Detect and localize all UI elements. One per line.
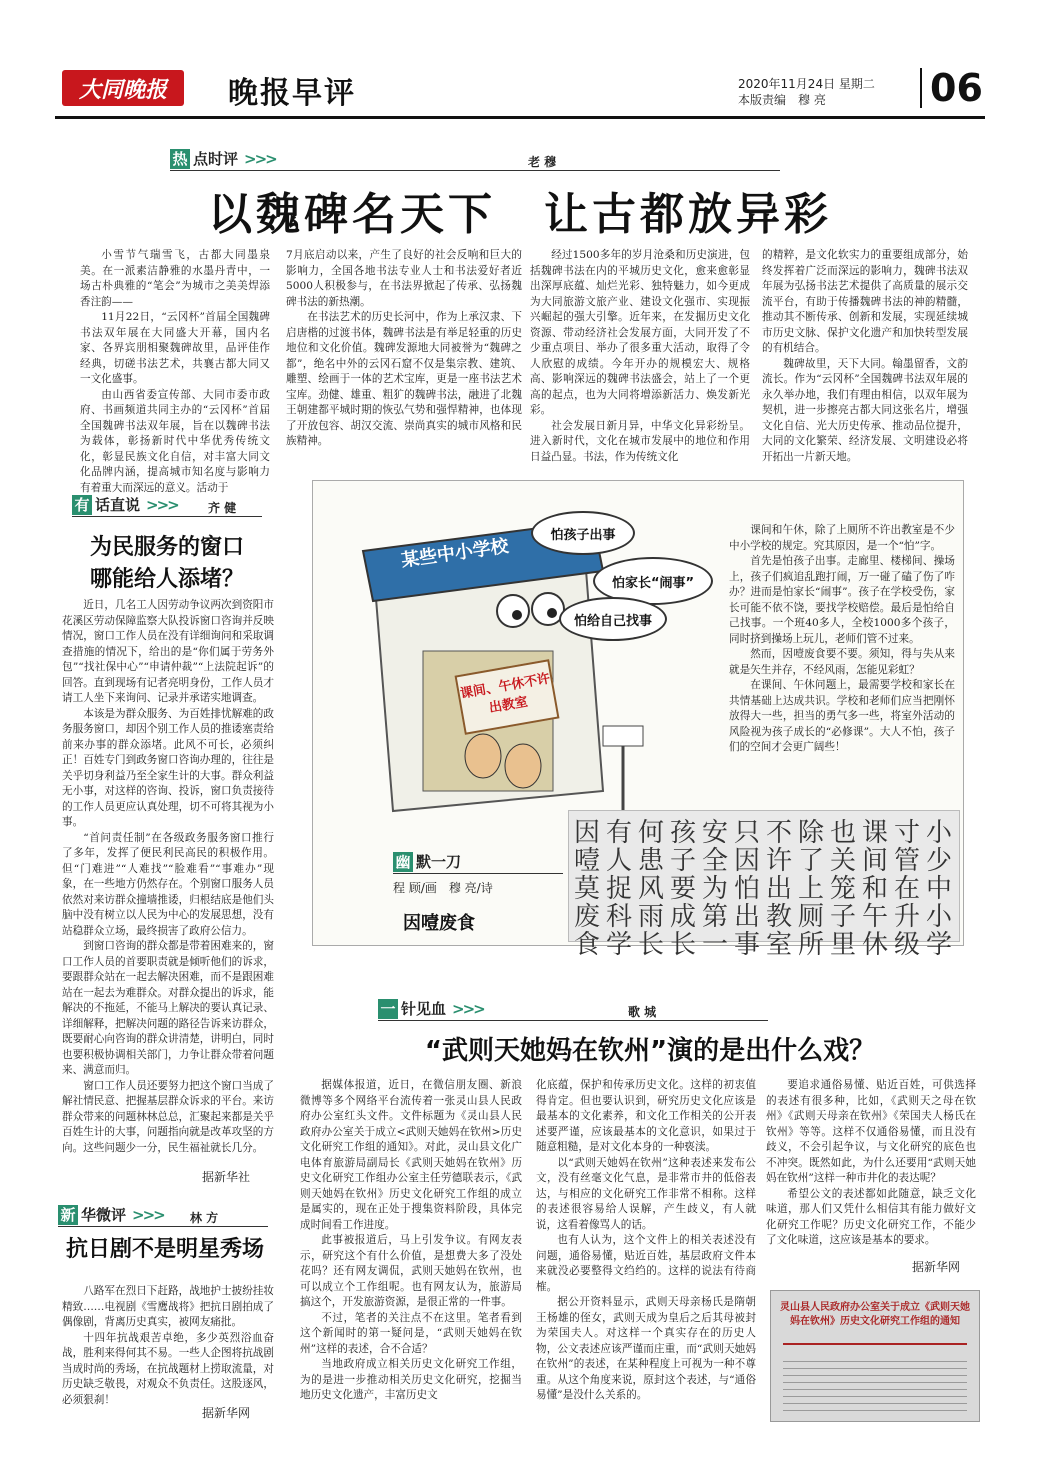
poem-line: 小少中小学 (925, 818, 952, 960)
speech-bubble: 怕给自己找事 (559, 597, 667, 641)
article1-headline: 以魏碑名天下 让古都放异彩 (208, 189, 832, 240)
section-title: 晚报早评 (228, 76, 356, 111)
calligraphy-poem (568, 810, 960, 960)
speech-bubble: 怕家长“闹事” (593, 557, 713, 605)
article4-col2: 化底蕴，保护和传承历史文化。这样的初衷值得肯定。但也要认识到，研究历史文化应该是最基本的文化素养，和文化工作相关的公开表述要严谨，应该最基本的文化意识，如果过于随意粗糙，是对文化本身的一种亵渎。 以“武则天她妈在钦州”这种表述来发布公文，没有丝毫文化气息，是非常市井的低俗表达，与相应的文化研究工作非常不相称。这样的表述很容易给人误解，产生歧义，有人就说，这看着像骂人的话。 也有人认为，这个文件上的相关表述没有问题，通俗易懂，贴近百姓，基层政府文件本来就没必要整得文绉绉的。这样的说法有待商榷。 据公开资料显示，武则天母亲杨氏是隋朝王杨雄的侄女，武则天成为皇后之后其母被封为荣国夫人。对这样一个真实存在的历史人物，公文表述应该严谨而庄重，而“武则天她妈在钦州”的表述，在某种程度上可视为一种不尊重。从这个角度来说，原封这个表述，与“通俗易懂”是没什么关系的。 (536, 1079, 756, 1401)
double-chevron-icon: >>> (132, 1205, 164, 1224)
tag-label: 针见血 (401, 1000, 447, 1018)
school-sign: 某些中小学校 (399, 535, 510, 572)
poem-line: 只因怕出事 (733, 818, 760, 960)
double-chevron-icon: >>> (244, 149, 276, 168)
tag-initial: 有 (72, 495, 92, 515)
tag-initial: 一 (378, 999, 398, 1019)
article1-col4: 的精粹，是文化软实力的重要组成部分，始终发挥着广泛而深远的影响力，魏碑书法双年展为弘扬书法艺术提供了高质量的展示交流平台，有助于传播魏碑书法的神韵精髓，推动其不断传承、创新和发展，实现延续城市历史文脉、保护文化遗产和加快转型发展的有机结合。 魏碑故里，天下大同。翰墨留香，文韵流长。作为“云冈杯”全国魏碑书法双年展的永久举办地，我们有理由相信，以双年展为契机，进一步擦亮古都大同这张名片，增强文化自信、光大历史传承、推动品位提升，大同的文化繁荣、经济发展、文明建设必将开拓出一片新天地。 (762, 249, 968, 463)
header-divider (920, 68, 922, 108)
rule-board: 课间、午休不许出教室 (455, 659, 560, 735)
article4-author: 歌 城 (628, 1005, 657, 1019)
article1-col2: 7月底启动以来，产生了良好的社会反响和巨大的影响力，全国各地书法专业人士和书法爱好者近5000人积极参与，在书法界掀起了传承、弘扬魏碑书法的新热潮。 在书法艺术的历史长河中，作为上承汉隶、下启唐楷的过渡书体，魏碑书法是有举足轻重的历史地位和文化价值。魏碑发源地大同被誉为“魏碑之都”，绝名中外的云冈石窟不仅是集宗教、建筑、雕塑、绘画于一体的艺术宝库，更是一座书法艺术宝库。劲健、雄重、粗犷的魏碑书法，融进了北魏王朝建都平城时期的恢弘气势和强悍精神，也体现了开放包容、胡汉交流、崇尚真实的城市风格和民族精神。 (286, 249, 522, 447)
tag-rule (58, 1226, 268, 1227)
cartoon-tag (393, 851, 461, 872)
issue-date (738, 76, 875, 108)
header-rule (55, 116, 985, 119)
poem-line: 课间和午休 (861, 818, 888, 960)
poem-line: 因噎莫废食 (573, 818, 600, 960)
article2-body: 近日，几名工人因劳动争议两次到资阳市花溪区劳动保障监察大队投诉窗口咨询并反映情况，窗口工作人员在没有详细询问和采取调查措施的情况下，给出的是“你们属于劳务外包”“找社保中心”“申请仲裁”“上法院起诉”的回答。直到现场有记者亮明身份，工作人员才请工人坐下来询问、记录并承诺实地调查。 本该是为群众服务、为百姓排忧解难的政务服务窗口，却因个别工作人员的推诿塞责给前来办事的群众添堵。此风不可长，必须纠正！百姓专门到政务窗口咨询办理的，往往是关乎切身利益乃至全家生计的大事。群众利益无小事，对这样的咨询、投诉，窗口负责接待的工作人员更应认真处理，切不可将其视为小事。 “首问责任制”在各级政务服务窗口推行了多年，发挥了便民利民高民的积极作用。但“门难进”“人难找”“脸难看”“事难办”现象，在一些地方仍然存在。个别窗口服务人员依然对来访群众撞墙推诿，归根结底是他们头脑中没有树立以人民为中心的发展思想，没有站稳群众立场，最终损害了政府公信力。 到窗口咨询的群众都是带着困难来的，窗口工作人员的首要职责就是倾听他们的诉求，要跟群众站在一起去解决困难，而不是跟困难站在一起去为难群众。对群众提出的诉求，能解决的不拖延，不能马上解决的要认真记录、详细解释，把解决问题的路径告诉来访群众，既要耐心向咨询的群众讲清楚，讲明白，同时也要积极协调相关部门，力争让群众带着问题来、满意而归。 窗口工作人员还要努力把这个窗口当成了解社情民意、把握基层群众诉求的平台。来访群众带来的问题林林总总，汇聚起来都是关乎百姓生计的大事，问题指向就是改革攻坚的方向。这些问题少一分，民生福祉就长几分。 (62, 599, 274, 1154)
poem-line: 也关笼子里 (829, 818, 856, 960)
tag-rule (72, 516, 262, 517)
editor-text: 本版责编 穆 亮 (738, 93, 826, 107)
article3-author: 林 方 (190, 1211, 219, 1225)
article2-author: 齐 健 (208, 501, 237, 515)
tag-rule (378, 1020, 768, 1021)
poem-line: 何患风雨长 (637, 818, 664, 960)
article3-headline: 抗日剧不是明星秀场 (65, 1237, 264, 1262)
document-title: 灵山县人民政府办公室关于成立《武则天她妈在钦州》历史文化研究工作组的通知 (780, 1302, 970, 1327)
poem-line: 寸管在升级 (893, 818, 920, 960)
tag-label: 华微评 (81, 1206, 127, 1224)
article2-credit: 据新华社 (201, 1170, 250, 1184)
tag-label: 点时评 (193, 150, 239, 168)
article1-col3: 经过1500多年的岁月沧桑和历史演进，包括魏碑书法在内的平城历史文化，愈来愈彰显出深厚底蕴、灿烂光彩、独特魅力，如今更成为大同旅游文旅产业、建设文化强市、实现振兴崛起的强大引擎。近年来，在发掘历史文化资源、带动经济社会发展方面，大同开发了不少重点项目、举办了很多重大活动，取得了令人欣慰的成绩。今年开办的规模宏大、规格高、影响深远的魏碑书法盛会，站上了一个更高的起点，也为大同将增添新活力、焕发新光彩。 社会发展日新月异，中华文化异彩纷呈。进入新时代，文化在城市发展中的地位和作用日益凸显。书法，作为传统文化 (530, 249, 750, 463)
article4-col3: 要追求通俗易懂、贴近百姓，可供选择的表述有很多种，比如，《武则天之母在钦州》《武则天母亲在钦州》《荣国夫人杨氏在钦州》等等。这样不仅通俗易懂，而且没有歧义，不会引起争议，与文化研究的底色也不冲突。既然如此，为什么还要用“武则天她妈在钦州”这样一种市井化的表达呢？ 希望公文的表述都如此随意，缺乏文化味道，那人们又凭什么相信其有能力做好文化研究工作呢？历史文化研究工作，不能少了文化味道，这应该是基本的要求。 (766, 1079, 976, 1246)
double-chevron-icon: >>> (452, 999, 484, 1018)
document-photo (770, 1290, 980, 1422)
tag-initial: 幽 (393, 852, 413, 872)
document-rule (783, 1343, 967, 1345)
article3-credit: 据新华网 (201, 1406, 250, 1420)
article4-col1: 据媒体报道，近日，在微信朋友圈、新浪微博等多个网络平台流传着一张灵山县人民政府办公室红头文件。文件标题为《灵山县人民政府办公室关于成立<武则天她妈在钦州>历史文化研究工作组的通知》。对此，灵山县文化广电体育旅游局副局长《武则天她妈在钦州》历史文化研究工作组办公室主任劳德联表示，《武则天她妈在钦州》历史文化研究工作组的成立是属实的，现在正处于搜集资料阶段，具体完成时间看工作进度。 此事被报道后，马上引发争议。有网友表示，研究这个有什么价值，是想费大多了没处花吗？还有网友调侃，武则天她妈在钦州，也可以成立个工作组呢。也有网友认为，旅游局搞这个，开发旅游资源，是很正常的一件事。 不过，笔者的关注点不在这里。笔者看到这个新闻时的第一疑问是，“武则天她妈在钦州”这样的表述，合不合适？ 当地政府成立相关历史文化研究工作组，为的是进一步推动相关历史文化研究，挖掘当地历史文化遗产，丰富历史文 (300, 1079, 522, 1401)
article1-author: 老 穆 (528, 155, 557, 169)
article1-tag (170, 148, 276, 169)
tag-rule (393, 873, 563, 874)
article4-headline: “武则天她妈在钦州”演的是出什么戏？ (424, 1036, 876, 1066)
poem-line: 安全为第一 (701, 818, 728, 960)
tag-label: 默一刀 (416, 853, 462, 871)
tag-initial: 新 (58, 1205, 78, 1225)
poem-line: 除了上厕所 (797, 818, 824, 960)
article4-tag (378, 998, 484, 1019)
poem-line: 有人捉科学 (605, 818, 632, 960)
article2-tag (72, 494, 178, 515)
document-lines (783, 1355, 967, 1415)
newspaper-logo: 大同晚报 (62, 70, 184, 106)
article2-headline: 为民服务的窗口 哪能给人添堵？ (89, 535, 244, 592)
poem-line: 孩子要成长 (669, 818, 696, 960)
tag-label: 话直说 (95, 496, 141, 514)
date-text: 2020年11月24日 星期二 (738, 77, 875, 91)
cartoon-byline: 程 顾/画 穆 亮/诗 (393, 881, 493, 895)
article3-body: 八路军在烈日下赶路，战地护士披纷挂妆精致……电视剧《雪鹰战将》把抗日剧拍成了偶像剧，背离历史真实，被网友痛批。 十四年抗战艰苦卓绝，多少英烈浴血奋战，胜利来得何其不易。一些人企图将抗战剧当成时尚的秀场，在抗战题材上捞取流量，对历史缺乏敬畏，对观众不负责任。这股逐风，必须狠刹！ (62, 1285, 274, 1406)
tag-rule (170, 170, 780, 171)
tag-initial: 热 (170, 149, 190, 169)
poem-line: 不许出教室 (765, 818, 792, 960)
article3-tag (58, 1204, 164, 1225)
page-number: 06 (930, 66, 983, 110)
article1-col1: 小雪节气瑞雪飞，古都大同墨泉美。在一派素洁静雅的水墨丹青中，一场古朴典雅的“笔会”为城市之美美焊添香注韵—— 11月22日，“云冈杯”首届全国魏碑书法双年展在大同盛大开幕，国内名家、各界宾朋相聚魏碑故里，品评佳作经典，切磋书法艺术，共襄古都大同又一文化盛事。 由山西省委宣传部、大同市委市政府、书画频道共同主办的“云冈杯”首届全国魏碑书法双年展，旨在以魏碑书法为载体，彰扬新时代中华优秀传统文化，彰显民族文化自信，对丰富大同文化品牌内涵，提高城市知名度与影响力有着重大而深远的意义。活动于 (80, 249, 270, 494)
cartoon-title: 因噎废食 (403, 913, 475, 934)
double-chevron-icon: >>> (146, 495, 178, 514)
cartoon-commentary: 课间和午休，除了上厕所不许出教室是不少中小学校的规定。究其原因，是一个“怕”字。 首先是怕孩子出事。走廊里、楼梯间、操场上，孩子们疯追乱跑打闹，万一碰了磕了伤了咋办？进而是怕家长“闹事”。孩子在学校受伤，家长可能不依不饶，要找学校赔偿。最后是怕给自己找事。一个班40多人，全校1000多个孩子，同时挤到操场上玩儿，老师们管不过来。 然而，因噎废食要不要。须知，得与失从来就是矢生并存，不经风雨，怎能见彩虹？ 在课间、午休问题上，最需要学校和家长在共情基础上达成共识。学校和老师们应当把刚怀放得大一些，担当的勇气多一些，将室外活动的风险视为孩子成长的“必修课”。大人不怕，孩子们的空间才会更广阔些！ (729, 524, 955, 753)
article4-credit: 据新华网 (911, 1260, 960, 1274)
speech-bubble: 怕孩子出事 (531, 511, 635, 555)
